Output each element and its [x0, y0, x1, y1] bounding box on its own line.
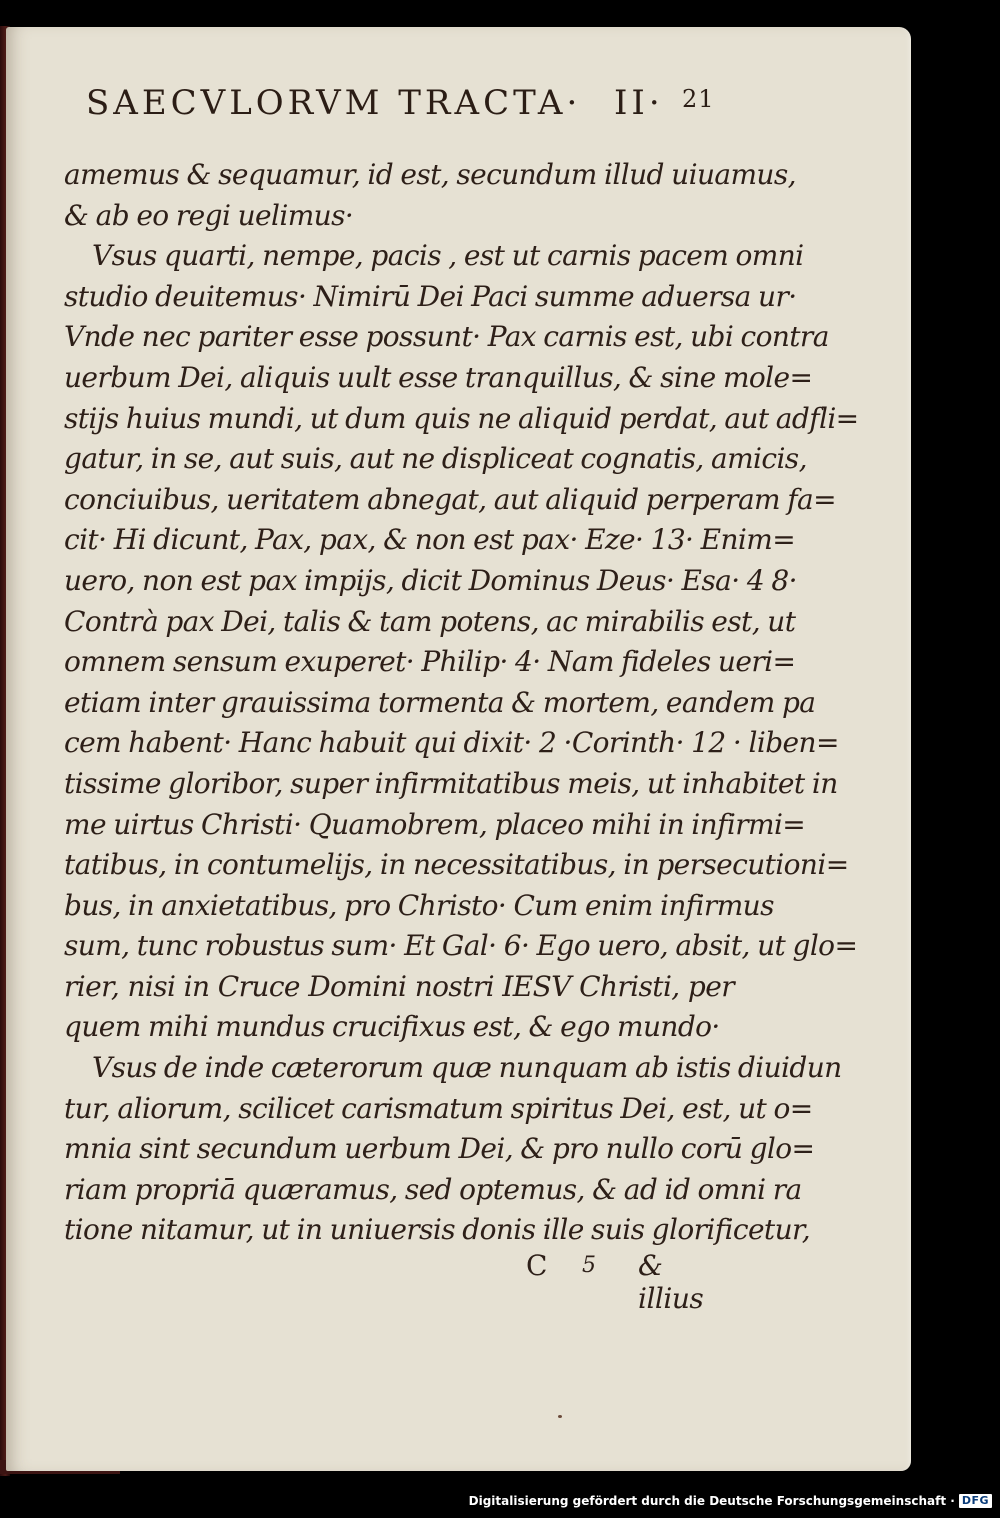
- text-line: omnem sensum exuperet· Philip· 4· Nam fideles ueri=: [64, 645, 796, 679]
- text-line: amemus & sequamur, id est, secundum illud uiuamus,: [64, 158, 796, 191]
- text-line: tione nitamur, ut in uniuersis donis ille suis glorificetur,: [64, 1213, 811, 1247]
- text-line: gatur, in se, aut suis, aut ne displiceat cognatis, amicis,: [64, 442, 807, 476]
- text-line: Contrà pax Dei, talis & tam potens, ac mirabilis est, ut: [64, 604, 796, 638]
- text-line: etiam inter grauissima tormenta & mortem, eandem pa: [64, 685, 816, 719]
- running-head-chapter: II·: [614, 83, 664, 123]
- text-line: mnia sint secundum uerbum Dei, & pro nullo corū glo=: [64, 1132, 815, 1166]
- text-line: & ab eo regi uelimus·: [64, 198, 354, 232]
- signature-line: [526, 1249, 736, 1315]
- running-head-title: SAECVLORVM TRACTA·: [86, 83, 582, 123]
- signature-number: 5: [582, 1253, 596, 1278]
- text-line: conciuibus, ueritatem abnegat, aut aliquid perperam fa=: [64, 482, 837, 516]
- text-line: Vnde nec pariter esse possunt· Pax carnis est, ubi contra: [64, 320, 829, 354]
- text-line: quem mihi mundus crucifixus est, & ego mundo·: [64, 1010, 720, 1044]
- text-line: sum, tunc robustus sum· Et Gal· 6· Ego uero, absit, ut glo=: [64, 929, 858, 963]
- footer-text: Digitalisierung gefördert durch die Deutsche Forschungsgemeinschaft ·: [468, 1494, 955, 1508]
- text-line: Vsus quarti, nempe, pacis , est ut carnis pacem omni: [92, 239, 804, 273]
- text-line: cit· Hi dicunt, Pax, pax, & non est pax· Eze· 13· Enim=: [64, 523, 796, 557]
- page-number: 21: [682, 85, 715, 113]
- body-text: [64, 155, 859, 1251]
- dfg-logo: DFG: [959, 1494, 992, 1508]
- text-line: rier, nisi in Cruce Domini nostri IESV Christi, per: [64, 969, 734, 1003]
- text-line: stijs huius mundi, ut dum quis ne aliquid perdat, aut adfli=: [64, 401, 859, 435]
- text-line: tur, aliorum, scilicet carismatum spiritus Dei, est, ut o=: [64, 1091, 813, 1125]
- text-line: bus, in anxietatibus, pro Christo· Cum enim infirmus: [64, 888, 774, 922]
- signature-letter: C: [526, 1249, 548, 1282]
- book-page: [6, 27, 911, 1471]
- catchword: & illius: [638, 1249, 704, 1315]
- ink-spot: [558, 1415, 562, 1418]
- text-line: uero, non est pax impijs, dicit Dominus Deus· Esa· 4 8·: [64, 563, 797, 597]
- digitization-credit: [469, 1492, 992, 1510]
- text-line: tissime gloribor, super infirmitatibus meis, ut inhabitet in: [64, 766, 838, 800]
- page-content: [6, 27, 911, 1471]
- text-line: riam propriā quæramus, sed optemus, & ad id omni ra: [64, 1172, 802, 1206]
- text-line: studio deuitemus· Nimirū Dei Paci summe aduersa ur·: [64, 279, 797, 313]
- text-line: me uirtus Christi· Quamobrem, placeo mihi in infirmi=: [64, 807, 806, 841]
- text-line: tatibus, in contumelijs, in necessitatibus, in persecutioni=: [64, 848, 849, 882]
- running-head: [86, 83, 736, 127]
- text-line: uerbum Dei, aliquis uult esse tranquillus, & sine mole=: [64, 360, 813, 394]
- text-line: cem habent· Hanc habuit qui dixit· 2 ·Corinth· 12 · liben=: [64, 726, 839, 760]
- text-line: Vsus de inde cæterorum quæ nunquam ab istis diuidun: [92, 1051, 842, 1085]
